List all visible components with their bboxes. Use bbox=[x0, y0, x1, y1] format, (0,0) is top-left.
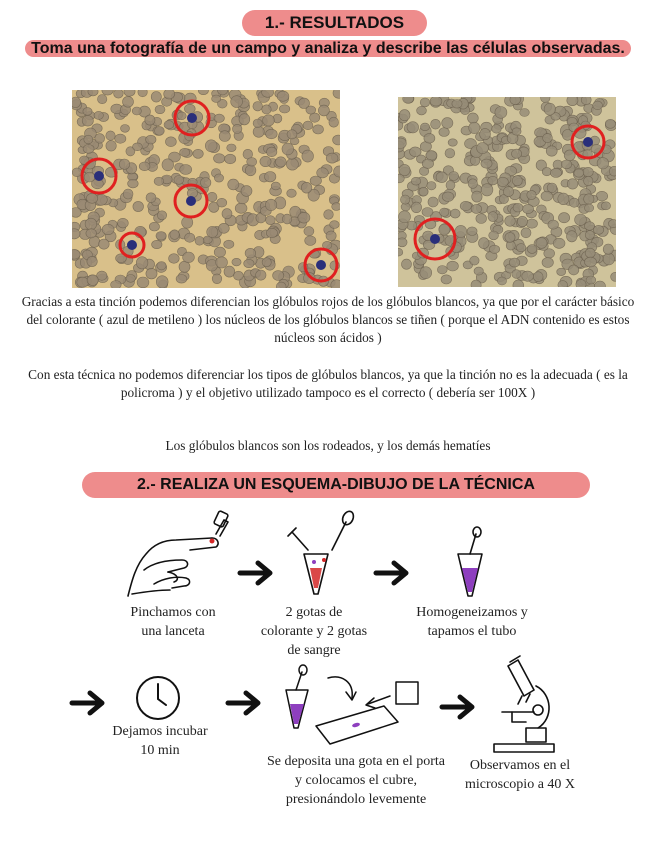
red-blood-cell bbox=[318, 105, 329, 116]
red-blood-cell bbox=[146, 268, 157, 279]
red-blood-cell bbox=[586, 276, 596, 284]
red-blood-cell bbox=[137, 277, 149, 288]
red-blood-cell bbox=[222, 209, 232, 219]
red-blood-cell bbox=[234, 271, 244, 280]
red-blood-cell bbox=[298, 212, 310, 223]
red-blood-cell bbox=[207, 192, 217, 201]
red-blood-cell bbox=[544, 103, 555, 115]
red-blood-cell bbox=[439, 128, 449, 137]
red-blood-cell bbox=[492, 125, 502, 134]
red-blood-cell bbox=[569, 265, 579, 275]
explanation-paragraph-3: Los glóbulos blancos son los rodeados, y los demás hematíes bbox=[165, 438, 491, 453]
red-blood-cell bbox=[262, 258, 271, 267]
red-blood-cell bbox=[151, 92, 161, 103]
red-blood-cell bbox=[231, 96, 243, 108]
red-blood-cell bbox=[241, 186, 252, 197]
red-blood-cell bbox=[77, 277, 89, 287]
explanation-paragraph-2: Con esta técnica no podemos diferenciar los tipos de glóbulos blancos, ya que la tinción no es la adecuada ( es la policroma ) y el objetivo utilizado tampoco es el correcto ( debería ser 100X ) bbox=[28, 367, 628, 400]
red-blood-cell bbox=[422, 159, 433, 168]
arrow-right-icon bbox=[226, 690, 262, 716]
red-blood-cell bbox=[313, 125, 324, 134]
red-blood-cell bbox=[447, 261, 459, 271]
red-blood-cell bbox=[207, 226, 218, 237]
red-blood-cell bbox=[526, 219, 537, 228]
red-blood-cell bbox=[262, 105, 271, 114]
red-blood-cell bbox=[403, 97, 414, 103]
red-blood-cell bbox=[152, 240, 162, 248]
red-blood-cell bbox=[593, 101, 603, 110]
red-blood-cell bbox=[498, 277, 507, 285]
slide-coverslip-icon bbox=[280, 664, 430, 750]
red-blood-cell bbox=[233, 124, 242, 133]
red-blood-cell bbox=[593, 225, 603, 234]
red-blood-cell bbox=[132, 107, 141, 115]
explanation-paragraph-1: Gracias a esta tinción podemos diferencian los glóbulos rojos de los glóbulos blancos, ya que por el carácter básico del colorante ( azul de metileno ) los núcleos de los glóbulos blancos se tiñen ( porque el ADN contenido es estos núcleos son ácidos ) bbox=[21, 294, 635, 345]
red-blood-cell bbox=[479, 238, 490, 249]
white-blood-cell bbox=[127, 240, 137, 250]
red-blood-cell bbox=[477, 143, 489, 154]
arrow-right-icon bbox=[440, 694, 476, 720]
red-blood-cell bbox=[510, 97, 521, 105]
red-blood-cell bbox=[513, 203, 523, 212]
red-blood-cell bbox=[72, 208, 81, 218]
red-blood-cell bbox=[330, 221, 340, 229]
mixed-tube-icon bbox=[452, 526, 492, 598]
red-blood-cell bbox=[445, 149, 455, 158]
red-blood-cell bbox=[505, 233, 515, 243]
red-blood-cell bbox=[123, 96, 134, 107]
red-blood-cell bbox=[455, 225, 467, 237]
red-blood-cell bbox=[471, 280, 481, 287]
red-blood-cell bbox=[245, 248, 256, 258]
red-blood-cell bbox=[133, 201, 144, 211]
red-blood-cell bbox=[476, 214, 487, 224]
red-blood-cell bbox=[332, 203, 340, 211]
red-blood-cell bbox=[512, 128, 521, 135]
red-blood-cell bbox=[164, 90, 175, 99]
red-blood-cell bbox=[527, 190, 536, 199]
red-blood-cell bbox=[470, 256, 479, 265]
red-blood-cell bbox=[401, 195, 410, 204]
red-blood-cell bbox=[517, 216, 527, 226]
step-3-caption: Homogeneizamos y tapamos el tubo bbox=[416, 605, 528, 639]
red-blood-cell bbox=[574, 169, 584, 177]
red-blood-cell bbox=[597, 158, 609, 169]
step-4-caption: Dejamos incubar 10 min bbox=[112, 724, 208, 758]
red-blood-cell bbox=[424, 133, 435, 143]
red-blood-cell bbox=[282, 143, 294, 155]
red-blood-cell bbox=[460, 201, 471, 210]
red-blood-cell bbox=[480, 128, 491, 139]
red-blood-cell bbox=[95, 134, 105, 144]
red-blood-cell bbox=[420, 98, 430, 107]
red-blood-cell bbox=[605, 119, 615, 128]
red-blood-cell bbox=[561, 160, 571, 169]
red-blood-cell bbox=[157, 262, 166, 270]
red-blood-cell bbox=[177, 112, 186, 120]
red-blood-cell bbox=[121, 125, 130, 133]
red-blood-cell bbox=[99, 239, 110, 249]
red-blood-cell bbox=[85, 218, 97, 230]
red-blood-cell bbox=[256, 270, 266, 280]
red-blood-cell bbox=[219, 223, 230, 233]
red-blood-cell bbox=[84, 135, 93, 144]
red-blood-cell bbox=[329, 117, 339, 127]
red-blood-cell bbox=[509, 258, 520, 267]
red-blood-cell bbox=[156, 276, 168, 288]
red-blood-cell bbox=[306, 106, 316, 114]
red-blood-cell bbox=[583, 167, 593, 176]
red-blood-cell bbox=[430, 97, 442, 106]
red-blood-cell bbox=[155, 105, 165, 113]
red-blood-cell bbox=[149, 222, 159, 231]
red-blood-cell bbox=[224, 266, 235, 277]
arrow-right-icon bbox=[70, 690, 106, 716]
red-blood-cell bbox=[282, 214, 291, 224]
red-blood-cell bbox=[225, 154, 236, 164]
red-blood-cell bbox=[224, 240, 234, 248]
red-blood-cell bbox=[584, 194, 594, 204]
red-blood-cell bbox=[146, 135, 156, 144]
red-blood-cell bbox=[106, 131, 115, 140]
red-blood-cell bbox=[497, 177, 508, 186]
step-1-caption: Pinchamos con una lanceta bbox=[130, 605, 216, 639]
red-blood-cell bbox=[427, 182, 436, 190]
blood-smear-image-1 bbox=[72, 90, 340, 288]
red-blood-cell bbox=[474, 267, 483, 275]
red-blood-cell bbox=[585, 248, 595, 258]
microscope-icon bbox=[486, 656, 560, 756]
red-blood-cell bbox=[119, 159, 129, 169]
red-blood-cell bbox=[88, 90, 98, 96]
white-blood-cell bbox=[430, 234, 440, 244]
red-blood-cell bbox=[324, 210, 334, 220]
red-blood-cell bbox=[450, 209, 460, 218]
red-blood-cell bbox=[263, 115, 275, 126]
red-blood-cell bbox=[520, 109, 530, 117]
red-blood-cell bbox=[584, 176, 593, 186]
red-blood-cell bbox=[133, 143, 143, 151]
hand-lancet-icon bbox=[124, 510, 234, 600]
red-blood-cell bbox=[516, 244, 526, 252]
red-blood-cell bbox=[523, 204, 534, 213]
red-blood-cell bbox=[505, 216, 516, 227]
white-blood-cell bbox=[316, 260, 326, 270]
red-blood-cell bbox=[126, 275, 135, 283]
red-blood-cell bbox=[437, 266, 447, 274]
red-blood-cell bbox=[162, 159, 174, 171]
red-blood-cell bbox=[114, 90, 124, 98]
red-blood-cell bbox=[489, 245, 499, 253]
red-blood-cell bbox=[185, 233, 195, 242]
red-blood-cell bbox=[212, 95, 221, 102]
red-blood-cell bbox=[503, 187, 513, 197]
red-blood-cell bbox=[266, 129, 278, 139]
red-blood-cell bbox=[273, 271, 284, 281]
red-blood-cell bbox=[326, 153, 338, 163]
red-blood-cell bbox=[536, 238, 547, 249]
red-blood-cell bbox=[253, 126, 264, 137]
white-blood-cell bbox=[187, 113, 197, 123]
red-blood-cell bbox=[174, 176, 184, 185]
red-blood-cell bbox=[581, 97, 591, 105]
red-blood-cell bbox=[239, 114, 250, 125]
red-blood-cell bbox=[310, 176, 321, 185]
red-blood-cell bbox=[533, 272, 543, 282]
red-blood-cell bbox=[235, 203, 247, 213]
section-1-subtitle: Toma una fotografía de un campo y analiza y describe las células observadas. bbox=[22, 38, 634, 59]
section-1-heading: 1.- RESULTADOS bbox=[242, 10, 427, 36]
red-blood-cell bbox=[253, 119, 262, 128]
red-blood-cell bbox=[228, 179, 239, 190]
red-blood-cell bbox=[156, 232, 166, 241]
red-blood-cell bbox=[548, 220, 559, 229]
step-5-caption: Se deposita una gota en el porta y colocamos el cubre, presionándolo levemente bbox=[266, 754, 446, 807]
red-blood-cell bbox=[276, 282, 286, 288]
red-blood-cell bbox=[522, 271, 534, 281]
red-blood-cell bbox=[489, 231, 499, 240]
red-blood-cell bbox=[421, 123, 430, 131]
red-blood-cell bbox=[106, 141, 116, 152]
red-blood-cell bbox=[303, 121, 313, 130]
red-blood-cell bbox=[277, 91, 289, 101]
red-blood-cell bbox=[72, 168, 81, 177]
red-blood-cell bbox=[553, 238, 565, 248]
red-blood-cell bbox=[94, 111, 103, 119]
red-blood-cell bbox=[128, 179, 139, 188]
red-blood-cell bbox=[488, 212, 498, 222]
red-blood-cell bbox=[247, 158, 257, 167]
red-blood-cell bbox=[559, 213, 570, 223]
red-blood-cell bbox=[287, 189, 297, 197]
red-blood-cell bbox=[481, 159, 492, 168]
red-blood-cell bbox=[468, 113, 479, 123]
red-blood-cell bbox=[279, 105, 289, 113]
red-blood-cell bbox=[87, 256, 97, 266]
red-blood-cell bbox=[436, 172, 447, 183]
red-blood-cell bbox=[195, 236, 204, 245]
red-blood-cell bbox=[271, 182, 280, 190]
red-blood-cell bbox=[543, 133, 553, 142]
drops-tube-icon bbox=[284, 510, 364, 596]
red-blood-cell bbox=[166, 137, 177, 147]
blood-smear-image-2 bbox=[398, 97, 616, 287]
red-blood-cell bbox=[83, 145, 94, 154]
red-blood-cell bbox=[176, 275, 187, 284]
red-blood-cell bbox=[275, 157, 286, 167]
red-blood-cell bbox=[407, 122, 419, 133]
red-blood-cell bbox=[305, 236, 316, 246]
red-blood-cell bbox=[301, 182, 312, 193]
red-blood-cell bbox=[402, 259, 412, 269]
section-2-heading: 2.- REALIZA UN ESQUEMA-DIBUJO DE LA TÉCNICA bbox=[82, 472, 590, 498]
red-blood-cell bbox=[585, 257, 597, 267]
red-blood-cell bbox=[170, 230, 179, 240]
red-blood-cell bbox=[527, 245, 537, 254]
red-blood-cell bbox=[219, 131, 230, 142]
red-blood-cell bbox=[398, 238, 407, 247]
red-blood-cell bbox=[440, 208, 449, 216]
white-blood-cell bbox=[186, 196, 196, 206]
red-blood-cell bbox=[567, 179, 578, 189]
red-blood-cell bbox=[138, 90, 147, 97]
red-blood-cell bbox=[123, 189, 133, 199]
red-blood-cell bbox=[193, 149, 203, 158]
clock-icon bbox=[134, 674, 182, 722]
red-blood-cell bbox=[102, 224, 114, 234]
red-blood-cell bbox=[399, 110, 410, 121]
red-blood-cell bbox=[212, 274, 222, 284]
red-blood-cell bbox=[260, 156, 271, 166]
red-blood-cell bbox=[542, 167, 551, 175]
red-blood-cell bbox=[72, 97, 81, 108]
red-blood-cell bbox=[154, 177, 164, 185]
red-blood-cell bbox=[83, 108, 92, 116]
red-blood-cell bbox=[214, 174, 223, 182]
red-blood-cell bbox=[399, 211, 411, 223]
red-blood-cell bbox=[441, 275, 452, 284]
red-blood-cell bbox=[411, 202, 421, 213]
red-blood-cell bbox=[442, 118, 453, 129]
red-blood-cell bbox=[428, 197, 438, 207]
red-blood-cell bbox=[541, 191, 553, 201]
red-blood-cell bbox=[449, 172, 459, 181]
red-blood-cell bbox=[471, 204, 482, 213]
red-blood-cell bbox=[169, 254, 180, 264]
red-blood-cell bbox=[216, 257, 228, 268]
red-blood-cell bbox=[244, 259, 254, 267]
red-blood-cell bbox=[115, 134, 126, 143]
red-blood-cell bbox=[87, 275, 98, 286]
red-blood-cell bbox=[410, 147, 422, 157]
red-blood-cell bbox=[467, 227, 477, 236]
red-blood-cell bbox=[227, 144, 236, 152]
red-blood-cell bbox=[608, 220, 616, 228]
red-blood-cell bbox=[155, 127, 165, 136]
red-blood-cell bbox=[452, 100, 462, 109]
red-blood-cell bbox=[217, 198, 227, 207]
red-blood-cell bbox=[550, 168, 561, 177]
red-blood-cell bbox=[267, 147, 277, 157]
red-blood-cell bbox=[262, 90, 274, 97]
red-blood-cell bbox=[442, 192, 454, 202]
red-blood-cell bbox=[488, 176, 498, 185]
red-blood-cell bbox=[609, 166, 616, 176]
red-blood-cell bbox=[512, 270, 521, 279]
step-2-caption: 2 gotas de colorante y 2 gotas de sangre bbox=[260, 605, 368, 658]
red-blood-cell bbox=[118, 218, 129, 228]
red-blood-cell bbox=[86, 193, 97, 203]
red-blood-cell bbox=[567, 97, 578, 106]
red-blood-cell bbox=[180, 148, 190, 156]
red-blood-cell bbox=[446, 180, 455, 189]
red-blood-cell bbox=[558, 281, 568, 287]
step-6-caption: Observamos en el microscopio a 40 X bbox=[464, 758, 576, 792]
red-blood-cell bbox=[585, 231, 594, 240]
red-blood-cell bbox=[157, 211, 166, 220]
blood-smear-photo-2 bbox=[398, 97, 616, 287]
red-blood-cell bbox=[201, 178, 211, 188]
red-blood-cell bbox=[214, 114, 224, 122]
red-blood-cell bbox=[214, 154, 225, 163]
red-blood-cell bbox=[145, 115, 155, 125]
arrow-right-icon bbox=[374, 560, 410, 586]
red-blood-cell bbox=[512, 149, 522, 158]
red-blood-cell bbox=[232, 258, 241, 266]
red-blood-cell bbox=[214, 247, 225, 257]
red-blood-cell bbox=[184, 104, 195, 113]
red-blood-cell bbox=[495, 107, 507, 119]
red-blood-cell bbox=[286, 158, 298, 170]
red-blood-cell bbox=[481, 184, 493, 196]
red-blood-cell bbox=[302, 150, 314, 162]
red-blood-cell bbox=[136, 257, 148, 269]
red-blood-cell bbox=[287, 130, 297, 139]
white-blood-cell bbox=[583, 137, 593, 147]
red-blood-cell bbox=[601, 202, 610, 210]
red-blood-cell bbox=[576, 280, 586, 288]
red-blood-cell bbox=[326, 231, 336, 241]
red-blood-cell bbox=[558, 193, 569, 205]
red-blood-cell bbox=[265, 199, 276, 210]
red-blood-cell bbox=[253, 102, 263, 111]
red-blood-cell bbox=[472, 191, 482, 202]
red-blood-cell bbox=[265, 172, 276, 182]
red-blood-cell bbox=[205, 140, 217, 152]
red-blood-cell bbox=[546, 146, 557, 156]
red-blood-cell bbox=[448, 139, 457, 146]
red-blood-cell bbox=[164, 121, 174, 129]
red-blood-cell bbox=[266, 228, 277, 238]
red-blood-cell bbox=[417, 106, 427, 115]
red-blood-cell bbox=[468, 179, 477, 189]
red-blood-cell bbox=[86, 229, 97, 238]
red-blood-cell bbox=[603, 253, 614, 265]
red-blood-cell bbox=[111, 281, 122, 289]
red-blood-cell bbox=[512, 176, 522, 186]
arrow-right-icon bbox=[238, 560, 274, 586]
red-blood-cell bbox=[146, 193, 156, 203]
red-blood-cell bbox=[521, 228, 531, 238]
red-blood-cell bbox=[180, 165, 192, 175]
red-blood-cell bbox=[183, 252, 195, 263]
red-blood-cell bbox=[245, 165, 256, 176]
red-blood-cell bbox=[584, 222, 594, 231]
red-blood-cell bbox=[139, 162, 150, 171]
red-blood-cell bbox=[585, 204, 594, 212]
red-blood-cell bbox=[567, 231, 578, 242]
blood-smear-photo-1 bbox=[72, 90, 340, 288]
red-blood-cell bbox=[431, 119, 441, 129]
red-blood-cell bbox=[304, 227, 314, 236]
red-blood-cell bbox=[542, 258, 553, 268]
red-blood-cell bbox=[575, 214, 587, 225]
white-blood-cell bbox=[94, 171, 104, 181]
red-blood-cell bbox=[411, 177, 421, 185]
red-blood-cell bbox=[469, 122, 480, 133]
red-blood-cell bbox=[603, 244, 613, 254]
red-blood-cell bbox=[557, 268, 566, 275]
red-blood-cell bbox=[422, 208, 433, 217]
red-blood-cell bbox=[419, 187, 428, 196]
red-blood-cell bbox=[98, 95, 107, 104]
red-blood-cell bbox=[569, 198, 579, 207]
red-blood-cell bbox=[82, 116, 93, 127]
red-blood-cell bbox=[420, 267, 432, 279]
